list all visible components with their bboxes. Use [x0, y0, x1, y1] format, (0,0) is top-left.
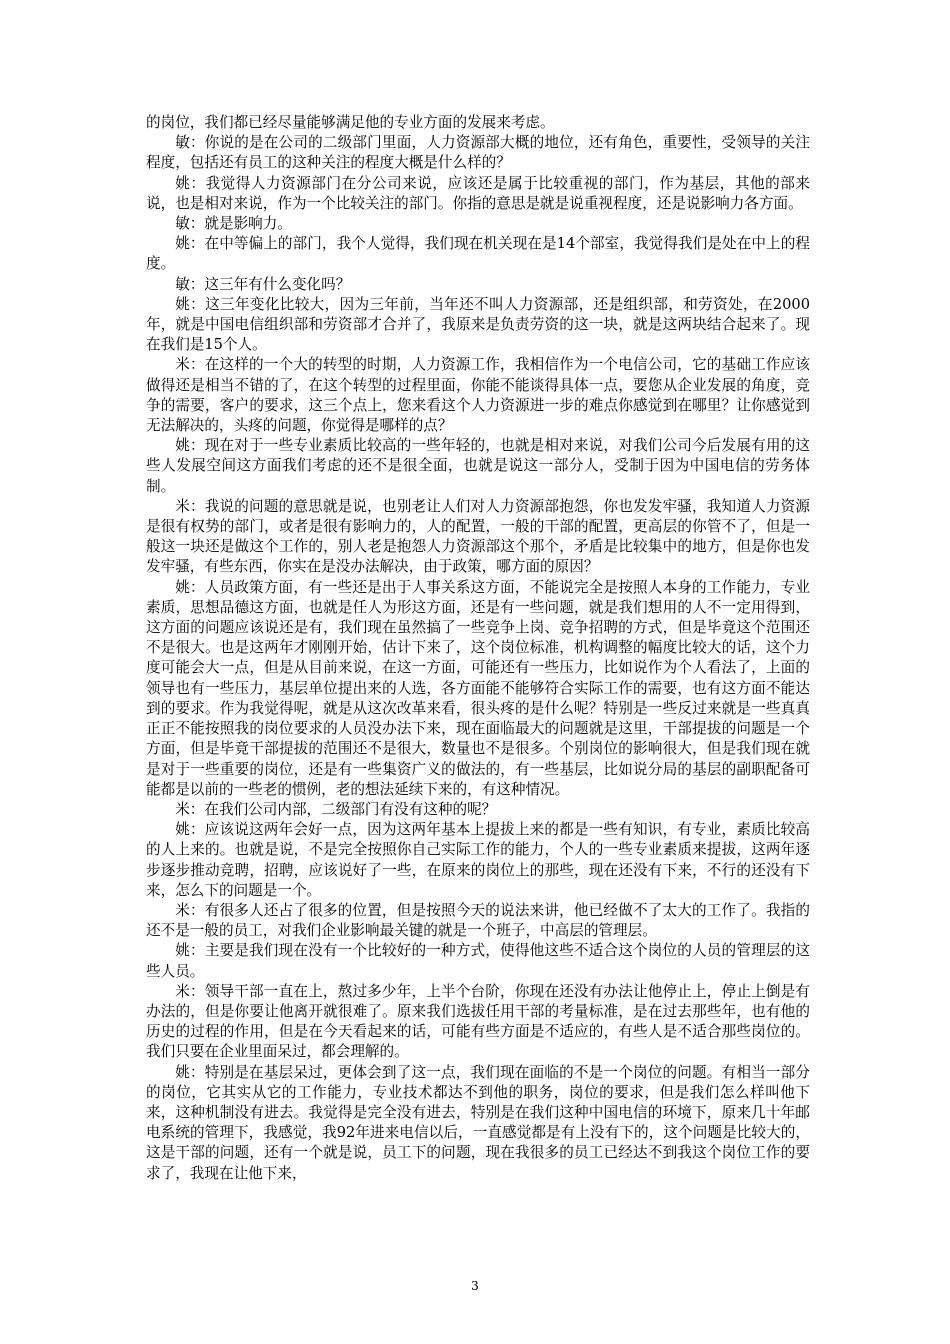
paragraph-12: 米：在我们公司内部，二级部门有没有这种的呢？ [175, 800, 497, 818]
paragraph-17: 姚：特别是在基层呆过，更体会到了这一点，我们现在面临的不是一个岗位的问题。有相当一部分的岗位，它其实从它的工作能力，专业技术都达不到他的职务，岗位的要求，但是我们怎么样叫他下来，这种机制没有进去。我觉得是完全没有进去，特别是在我们这种中国电信的环境下，原来几十年邮电系统的管理下，我感觉，我92年进来电信以后，一直感觉都是有上没有下的，这个问题是比较大的，这是干部的问题，还有一个就是说，员工下的问题，现在我很多的员工已经达不到我这个岗位工作的要求了，我现在让他下来， [146, 1063, 810, 1182]
paragraph-1: 的岗位，我们都已经尽量能够满足他的专业方面的发展来考虑。 [146, 114, 555, 131]
page-number: 3 [471, 1279, 479, 1293]
paragraph-5: 姚：在中等偏上的部门，我个人觉得，我们现在机关现在是14个部室，我觉得我们是处在中上的程度。 [146, 235, 810, 273]
paragraph-15: 姚：主要是我们现在没有一个比较好的一种方式，使得他这些不适合这个岗位的人员的管理层的这些人员。 [146, 942, 810, 980]
paragraph-3: 姚：我觉得人力资源部门在分公司来说，应该还是属于比较重视的部门，作为基层，其他的部来说，也是相对来说，作为一个比较关注的部门。你指的意思是就是说重视程度，还是说影响力各方面。 [146, 174, 810, 212]
document-body [146, 113, 810, 1184]
paragraph-8: 米：在这样的一个大的转型的时期，人力资源工作，我相信作为一个电信公司，它的基础工作应该做得还是相当不错的了，在这个转型的过程里面，你能不能谈得具体一点，要您从企业发展的角度，竞争的需要，客户的要求，这三个点上，您来看这个人力资源进一步的难点你感觉到在哪里？让你感觉到无法解决的，头疼的问题，你觉得是哪样的点？ [146, 356, 810, 435]
paragraph-9: 姚：现在对于一些专业素质比较高的一些年轻的，也就是相对来说，对我们公司今后发展有用的这些人发展空间这方面我们考虑的还不是很全面，也就是说这一部分人，受制于因为中国电信的劳务体制。 [146, 437, 810, 495]
paragraph-4: 敏：就是影响力。 [175, 215, 292, 233]
paragraph-16: 米：领导干部一直在上，熬过多少年，上半个台阶，你现在还没有办法让他停止上，停止上倒是有办法的，但是你要让他离开就很难了。原来我们选拔任用干部的考量标准，是在过去那些年，也有他的历史的过程的作用，但是在今天看起来的话，可能有些方面是不适应的，有些人是不适合那些岗位的。我们只要在企业里面呆过，都会理解的。 [146, 982, 810, 1061]
paragraph-6: 敏：这三年有什么变化吗？ [175, 275, 351, 293]
paragraph-13: 姚：应该说这两年会好一点，因为这两年基本上提拔上来的都是一些有知识，有专业，素质比较高的人上来的。也就是说，不是完全按照你自己实际工作的能力，个人的一些专业素质来提拔，这两年逐步逐步推动竞聘，招聘，应该说好了一些，在原来的岗位上的那些，现在还没有下来，不行的还没有下来，怎么下的问题是一个。 [146, 821, 810, 899]
paragraph-7: 姚：这三年变化比较大，因为三年前，当年还不叫人力资源部，还是组织部，和劳资处，在2000年，就是中国电信组织部和劳资部才合并了，我原来是负责劳资的这一块，就是这两块结合起来了。现在我们是15个人。 [146, 295, 810, 354]
paragraph-10: 米：我说的问题的意思就是说，也别老让人们对人力资源部抱怨，你也发发牢骚，我知道人力资源是很有权势的部门，或者是很有影响力的，人的配置，一般的干部的配置，更高层的你管不了，但是一般这一块还是做这个工作的，别人老是抱怨人力资源部这个那个，矛盾是比较集中的地方，但是你也发发牢骚，有些东西，你实在是没办法解决，由于政策，哪方面的原因？ [146, 497, 810, 576]
paragraph-2: 敏：你说的是在公司的二级部门里面，人力资源部大概的地位，还有角色，重要性，受领导的关注程度，包括还有员工的这种关注的程度大概是什么样的？ [146, 134, 810, 172]
paragraph-14: 米：有很多人还占了很多的位置，但是按照今天的说法来讲，他已经做不了太大的工作了。我指的还不是一般的员工，对我们企业影响最关键的就是一个班子，中高层的管理层。 [146, 901, 810, 940]
paragraph-11: 姚：人员政策方面，有一些还是出于人事关系这方面，不能说完全是按照人本身的工作能力，专业素质，思想品德这方面，也就是任人为形这方面，还是有一些问题，就是我们想用的人不一定用得到，这方面的问题应该说还是有，我们现在虽然搞了一些竞争上岗、竞争招聘的方式，但是毕竟这个范围还不是很大。也是这两年才刚刚开始，估计下来了，这个岗位标准，机构调整的幅度比较大的话，这个力度可能会大一点，但是从目前来说，在这一方面，可能还有一些压力，比如说作为个人看法了，上面的领导也有一些压力，基层单位提出来的人选，各方面能不能够符合实际工作的需要，也有这方面不能达到的要求。作为我觉得呢，就是从这次改革来看，很头疼的是什么呢？特别是一些反过来就是一些真真正正不能按照我的岗位要求的人员没办法下来，现在面临最大的问题就是这里，干部提拔的问题是一个方面，但是毕竟干部提拔的范围还不是很大，数量也不是很多。个别岗位的影响很大，但是我们现在就是对于一些重要的岗位，还是有一些集资广义的做法的，有一些基层，比如说分局的基层的副职配备可能都是以前的一些老的惯例，老的想法延续下来的，有这种情况。 [146, 578, 810, 798]
